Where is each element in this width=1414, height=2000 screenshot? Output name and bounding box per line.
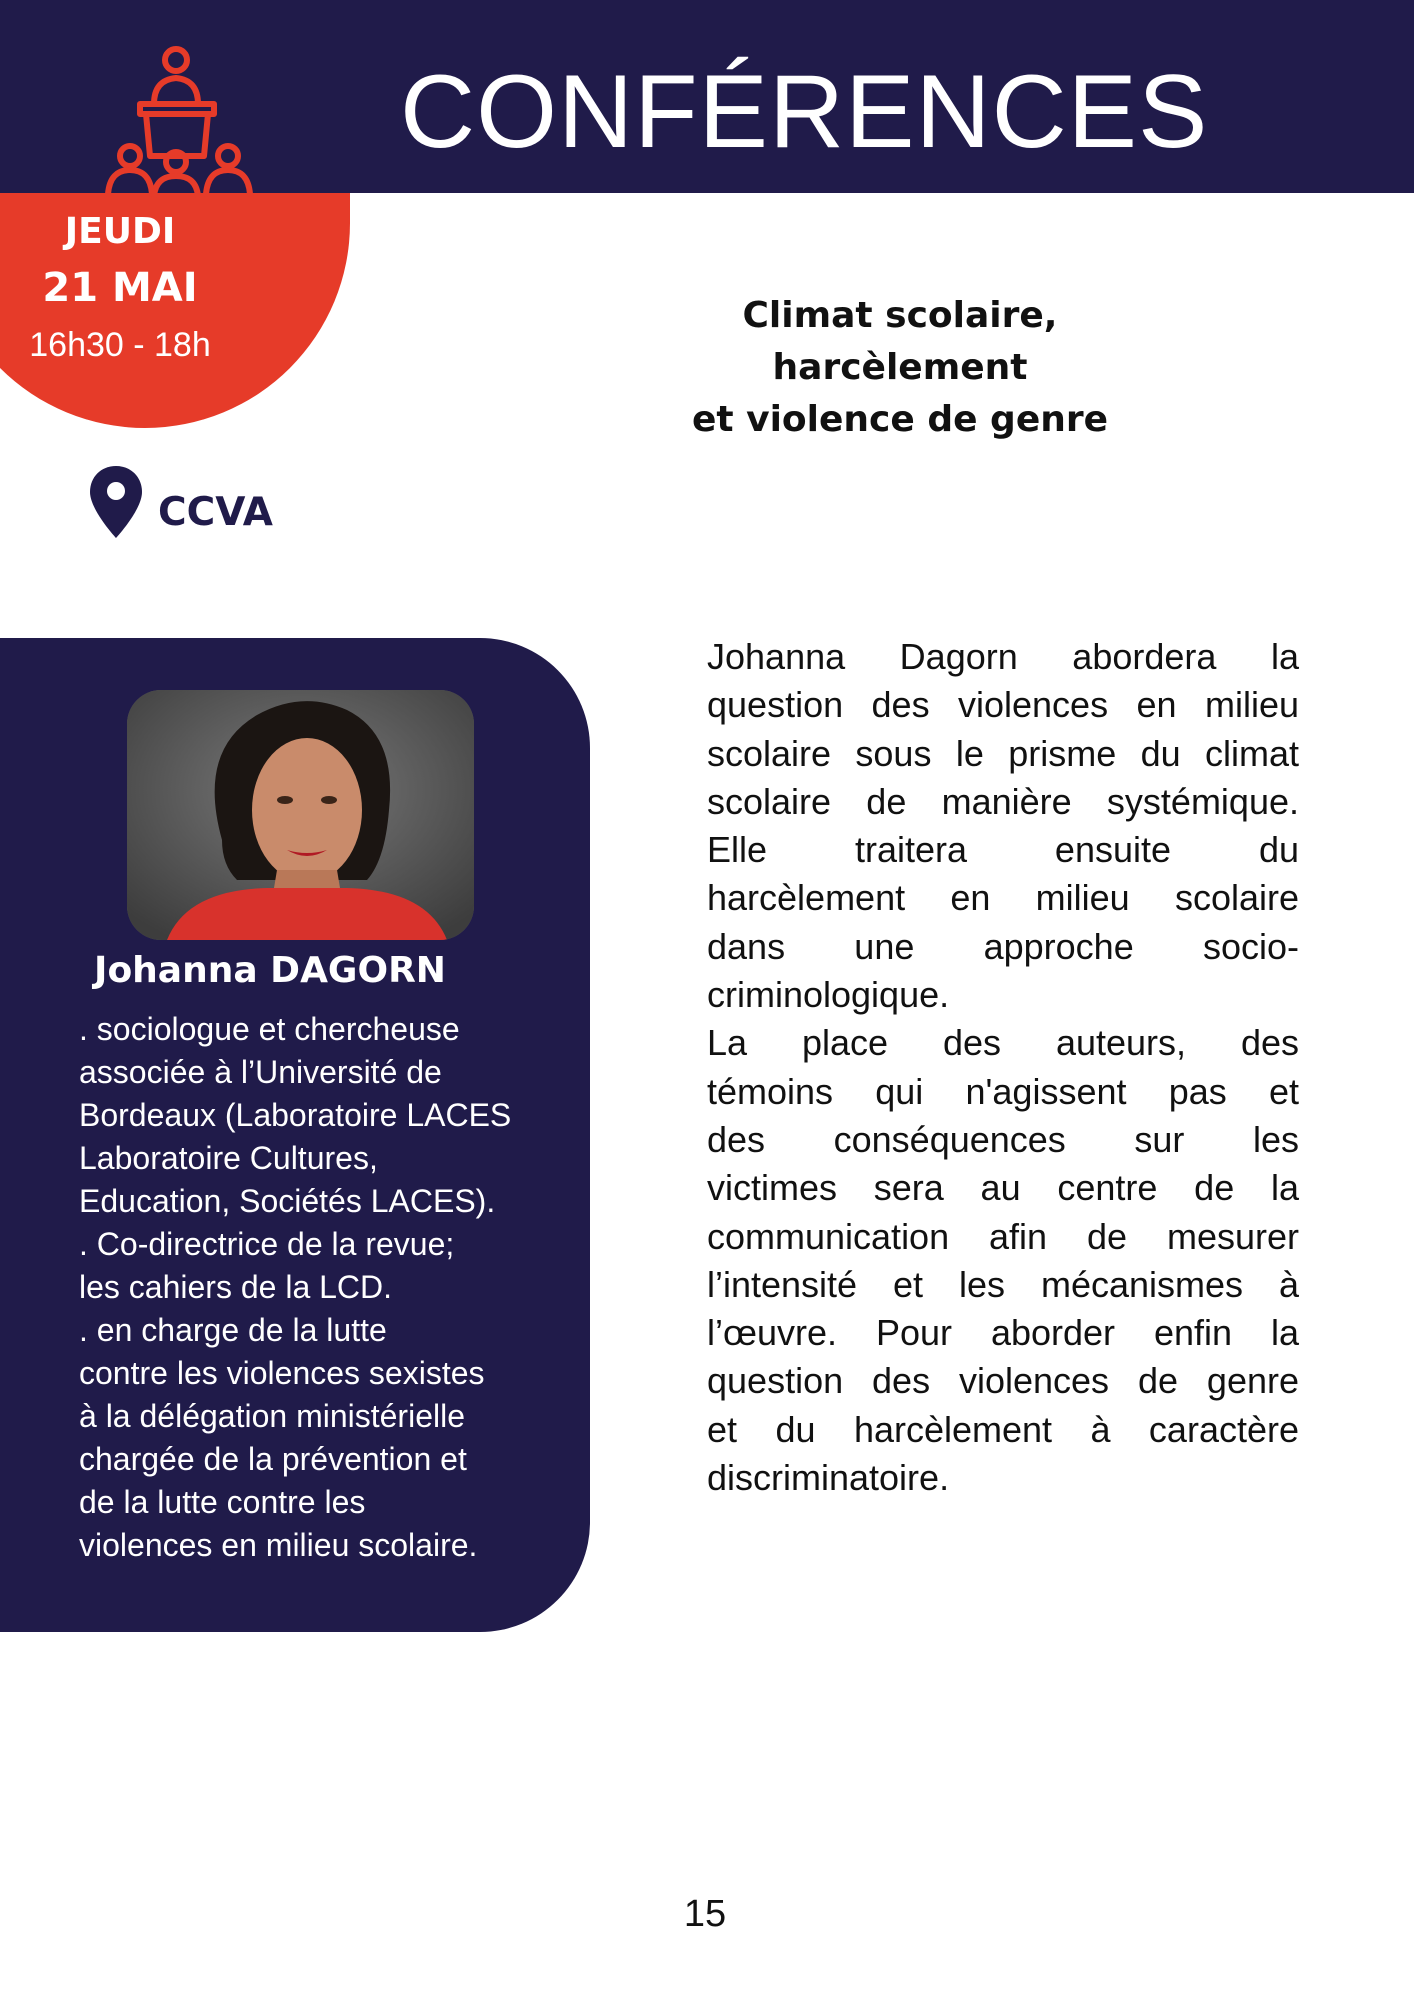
bio-line: contre les violences sexistes [79, 1355, 485, 1391]
description-line: communication afin de mesurer [707, 1215, 1299, 1257]
description-line: Johanna Dagorn abordera la [707, 636, 1299, 677]
description-line: victimes sera au centre de la [707, 1167, 1299, 1209]
description-line: discriminatoire. [707, 1457, 950, 1499]
talk-title-line: Climat scolaire, [742, 295, 1058, 336]
bio-line: . en charge de la lutte [79, 1312, 387, 1348]
description-line: dans une approche socio- [707, 925, 1299, 967]
bio-line: associée à l’Université de [79, 1054, 442, 1090]
bio-line: . sociologue et chercheuse [79, 1011, 460, 1047]
date-date: 21 MAI [42, 265, 198, 311]
bio-line: Bordeaux (Laboratoire LACES [79, 1097, 512, 1133]
talk-description [707, 633, 1299, 1502]
bio-line: chargée de la prévention et [79, 1441, 467, 1477]
description-line: l’intensité et les mécanismes à [707, 1263, 1299, 1305]
description-line: Elle traitera ensuite du [707, 829, 1299, 871]
podium-audience-icon [100, 44, 270, 198]
bio-line: . Co-directrice de la revue; [79, 1226, 455, 1262]
description-line: question des violences de genre [707, 1360, 1299, 1402]
description-line: l’œuvre. Pour aborder enfin la [707, 1312, 1299, 1354]
description-line: des conséquences sur les [707, 1118, 1299, 1160]
description-line: témoins qui n'agissent pas et [707, 1070, 1299, 1112]
talk-title-line: et violence de genre [691, 399, 1109, 440]
speaker-name: Johanna DAGORN [94, 950, 446, 991]
talk-title [650, 290, 1150, 446]
description-line: criminologique. [707, 974, 950, 1016]
bio-line: violences en milieu scolaire. [79, 1527, 478, 1563]
date-time: 16h30 - 18h [29, 326, 211, 364]
description-line: La place des auteurs, des [707, 1022, 1299, 1064]
bio-line: Laboratoire Cultures, [79, 1140, 378, 1176]
speaker-bio [79, 1008, 579, 1567]
location-label: CCVA [158, 490, 273, 535]
page-title: CONFÉRENCES [400, 54, 1209, 170]
date-badge [0, 193, 350, 428]
bio-line: à la délégation ministérielle [79, 1398, 465, 1434]
description-line: question des violences en milieu [707, 684, 1299, 726]
description-line: harcèlement en milieu scolaire [707, 877, 1299, 919]
date-day: JEUDI [64, 211, 176, 252]
talk-title-line: harcèlement [772, 347, 1028, 388]
description-line: scolaire sous le prisme du climat [707, 732, 1299, 774]
bio-line: Education, Sociétés LACES). [79, 1183, 496, 1219]
bio-line: de la lutte contre les [79, 1484, 366, 1520]
page-number: 15 [683, 1893, 727, 1935]
description-line: scolaire de manière systémique. [707, 780, 1299, 822]
bio-line: les cahiers de la LCD. [79, 1269, 393, 1305]
location-pin-icon [88, 464, 144, 540]
speaker-photo [127, 690, 474, 940]
description-line: et du harcèlement à caractère [707, 1408, 1299, 1450]
